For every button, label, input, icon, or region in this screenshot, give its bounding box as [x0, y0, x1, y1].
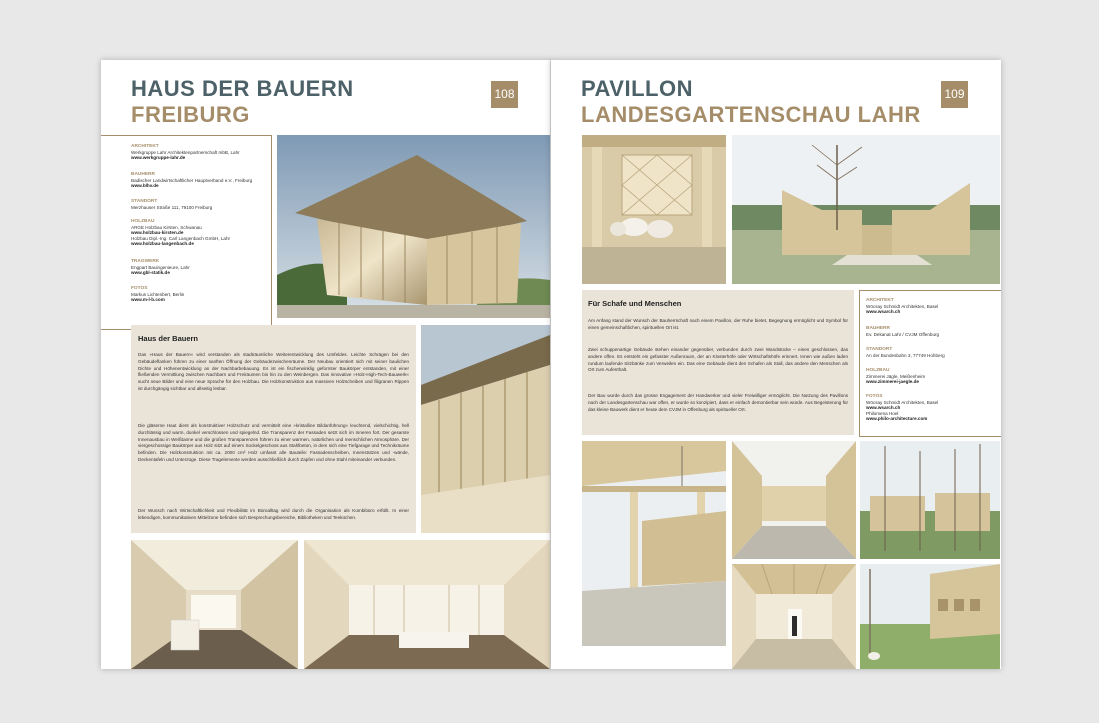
right-paragraph-2: Zwei schuppenartige Gebäude stehen einander gegenüber, verbunden durch zwei Wandstücke – eines geschlossen, das andere offen. Es entsteht ein gefasster Außenraum, der an Klosterhöfe oder Wirtschaftshöfe erinnert. Innen wie außen laden rundum laufende Sitzbänke zum Verweilen ein. Das eine Gebäude dient den Schafen als Stall, das andere den Menschen als Ort zum Aufenthalt.: [588, 347, 848, 373]
info-bauherr-r: BAUHERR Ev. Dekanat Lahr / CVJM Offenburg: [866, 326, 940, 337]
photo-haus-corridor: [131, 540, 298, 669]
right-text-box: [582, 290, 854, 435]
left-page: [101, 60, 551, 669]
photo-pavillon-inner-court: [732, 441, 856, 559]
photo-pavillon-interior: [732, 564, 856, 669]
left-page-number: 108: [491, 81, 518, 108]
info-standort: STANDORT Merzhauser Straße 111, 79100 Freiburg: [131, 199, 213, 210]
photo-haus-interior: [304, 540, 550, 669]
photo-haus-exterior: [277, 135, 550, 318]
right-paragraph-1: Am Anfang stand der Wunsch der Bauherrschaft nach einem Pavillon, der Ruhe bietet, Begegnung ermöglicht und Symbol für einen gemeinschaftlichen, spirituellen Ort ist.: [588, 318, 848, 330]
left-paragraph-3: Der Wunsch nach Wirtschaftlichkeit und Flexibilität im Büroalltag wird durch die Organisation als Kombibüro erfüllt. In einer lebendigen, kommunikativen Mittelzone befinden sich Besprechungsbereiche, Bibliotheken und Teeküchen.: [138, 508, 409, 520]
info-tragwerk: TRAGWERK Engpart Bauingenieure, Lahr www.gbl-statik.de: [131, 259, 190, 276]
left-paragraph-2: Die gläserne Haut dient als konstruktiver Holzschutz und vermittelt eine »kristalline Bildanführung« leuchtend, vielschichtig, hell durchlässig und warm, dunkel verschlossen und spiegelnd. Die Transparenz der Fassaden setzt sich im Inneren fort. Der gesamte Innenausbau in Weißtanne und die großen Transparenzen führen zu einer warmen, natürlichen und menschlichen Atmosphäre. Der viergeschossige Baukörper aus Holz sitzt auf einem Sockelgeschoss aus Stahlbeton, in dem sich eine Tiefgarage und Technikräume befinden. Die Holzkonstruktion mit ca. 2000 cm³ Holz umfasst alle Bauteile: Fassadenscheiben, Innenstützen und -wände, Deckentafeln und Unterzüge. Diese Tragelemente werden ausschließlich durch Zapfen und ohne Stahl miteinander verbunden.: [138, 423, 409, 462]
photo-pavillon-trees: [860, 441, 1000, 559]
right-page-number: 109: [941, 81, 968, 108]
info-fotos: FOTOS Markus Lichtenbert, Berlin www.m-l-b.com: [131, 286, 185, 303]
right-info-box: [859, 290, 1001, 437]
left-title-line1: HAUS DER BAUERN: [131, 76, 354, 101]
left-text-heading: Haus der Bauern: [138, 334, 199, 343]
right-page: [551, 60, 1001, 669]
info-fotos-r: FOTOS Wöcsay Schmidt Architekten, Basel www.wsarch.ch Philomena Hoel www.philo-architecture.com: [866, 394, 939, 422]
right-title-line1: PAVILLON: [581, 76, 693, 101]
info-bauherr: BAUHERR Badischer Landwirtschaftlicher Hauptverband e.V., Freiburg www.blhv.de: [131, 172, 253, 189]
right-paragraph-3: Der Bau wurde durch das grosse Engagement der Handwerker und vieler Freiwilliger ermöglicht. Die Nutzung des Pavillons nach der Landesgartenschau war offen, er wurde so konzipiert, dass er einfach demontierbar sein würde. Aus Begeisterung für das kleine Bauwerk dient er heute dem CVJM in Offenburg als spiritueller Ort.: [588, 393, 848, 412]
info-holzbau-r: HOLZBAU Zimmerei Jägle, Meißenheim www.zimmerei-jaegle.de: [866, 368, 926, 385]
info-standort-r: STANDORT An der Bundesbahn 3, 77749 Hohberg: [866, 347, 945, 358]
left-text-box: [131, 325, 416, 533]
photo-pavillon-exterior: [732, 135, 1000, 284]
right-title-line2: LANDESGARTENSCHAU LAHR: [581, 102, 921, 127]
photo-pavillon-courtyard: [582, 441, 726, 646]
info-architekt-r: ARCHITEKT Wöcsay Schmidt Architekten, Basel www.wsarch.ch: [866, 298, 939, 315]
left-info-box: [101, 135, 272, 330]
left-paragraph-1: Das »Haus der Bauern« wird verstanden als stadträumliche Weiterentwicklung des Umfeldes. Leichte Schrägen bei den Gebäudeflanken führen zu einer sanften Öffnung der Gebäudezwischenräume. Der Neubau orientiert sich mit seiner baulichen Dichte und Höhenentwicklung an der Nachbarbebauung. Es ist ein fischerwinklig geformter Baukörper entstanden, mit einer fließenden Vermittlung zwischen Nachbarn und Freiräumen bis hin zu den Weinbergen. Das innovative »Holz-High-Tech-Bauwerk« sucht neue Bilder und eine neue Sprache für den Holzbau. Die Holzkonstruktion aus massiven Holzscheiben und filigranen Rippen ist durchgängig sichtbar und allseitig lesbar.: [138, 352, 409, 391]
left-title-line2: FREIBURG: [131, 102, 250, 127]
photo-pavillon-meadow: [860, 564, 1000, 669]
info-architekt: ARCHITEKT Werkgruppe Lahr Architektenpartnerschaft mbB, Lahr www.werkgruppe-lahr.de: [131, 144, 240, 161]
info-holzbau: HOLZBAU ARGE Holzbau Kirsten, Schwanau www.holzbau-kirsten.de Holzbau Dipl.-Ing. Carl Langenbach GmbH, Lahr www.holzbau-langenbach.de: [131, 219, 231, 247]
photo-haus-facade: [421, 325, 550, 533]
right-text-heading: Für Schafe und Menschen: [588, 299, 682, 308]
photo-pavillon-sheep: [582, 135, 726, 284]
